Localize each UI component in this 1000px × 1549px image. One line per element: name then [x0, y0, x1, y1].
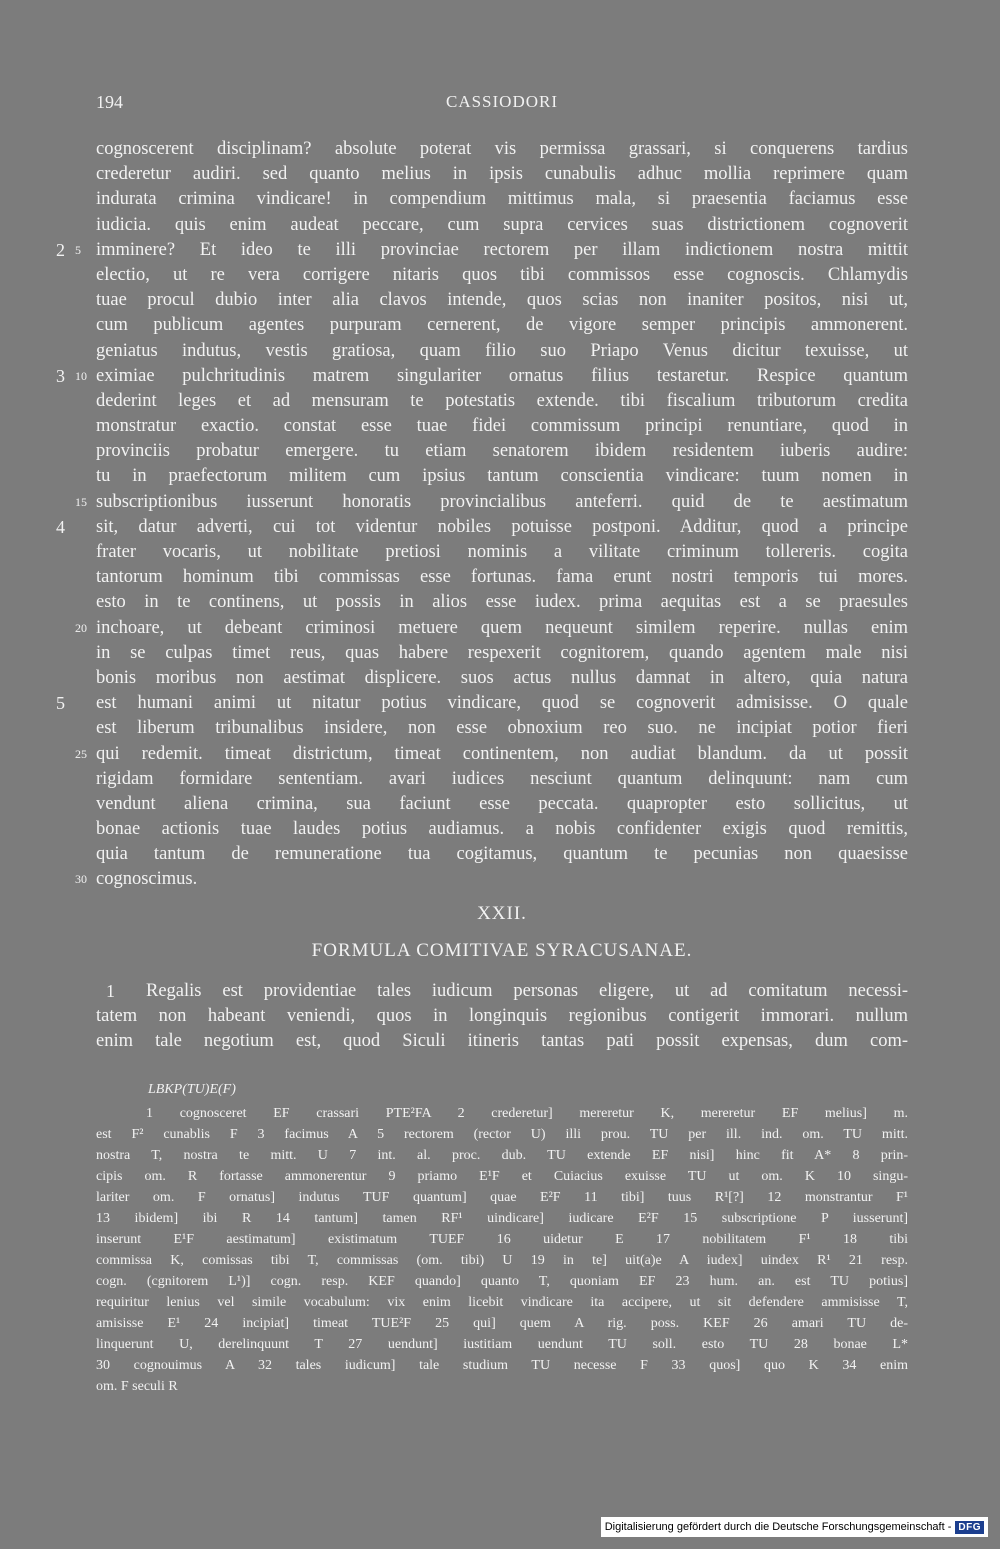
text-line: cum publicum agentes purpuram cernerent, de vigore semper principis ammonerent. — [96, 315, 908, 336]
text-line: esto in te continens, ut possis in alios esse iudex. prima aequitas est a se praesules — [96, 592, 908, 613]
text-line: monstratur exactio. constat esse tuae fidei commissum principi renuntiare, quod in — [96, 416, 908, 437]
line-number: 20 — [75, 620, 87, 635]
line-number: 25 — [75, 746, 87, 761]
apparatus-line: 1 cognosceret EF crassari PTE²FA 2 crederetur] mereretur K, mereretur EF melius] m. — [146, 1106, 908, 1121]
text-line: quia tantum de remuneratione tua cogitamus, quantum te pecunias non quaesisse — [96, 844, 908, 865]
margin-number: 5 — [56, 693, 65, 714]
text-line: tantorum hominum tibi commissas esse fortunas. fama erunt nostri temporis tui mores. — [96, 567, 908, 588]
apparatus-line: 30 cognouimus A 32 tales iudicum] tale studium TU necesse F 33 quos] quo K 34 enim — [96, 1358, 908, 1373]
text-line: provinciis probatur emergere. tu etiam senatorem ibidem residentem iuberis audire: — [96, 441, 908, 462]
section-text — [96, 979, 908, 1055]
text-line: 15 subscriptionibus iusserunt honoratis provincialibus anteferri. quid de te aestimatum — [96, 490, 908, 515]
text-line: 3 10 eximiae pulchritudinis matrem singulariter ornatus filius testaretur. Respice quantum — [96, 364, 908, 389]
text-line: frater vocaris, ut nobilitate pretiosi nominis a vilitate criminum tollereris. cogita — [96, 542, 908, 562]
text-line: iudicia. quis enim audeat peccare, cum supra cervices suas districtionem cognoverit — [96, 214, 908, 235]
margin-number: 4 — [56, 516, 65, 537]
line-number: 10 — [75, 368, 87, 383]
apparatus-line: nostra T, nostra te mitt. U 7 int. al. proc. dub. TU extende EF nisi] hinc fit A* 8 prin- — [96, 1148, 908, 1163]
text-line: cognoscerent disciplinam? absolute poterat vis permissa grassari, si conquerens tardius — [96, 139, 908, 159]
line-number: 15 — [75, 494, 87, 509]
critical-apparatus — [96, 1077, 908, 1397]
footer-text: Digitalisierung gefördert durch die Deutsche Forschungsgemeinschaft - — [604, 1521, 952, 1533]
apparatus-line: cipis om. R fortasse ammonerentur 9 priamo E¹F et Cuiacius exuisse TU ut om. K 10 singu- — [96, 1169, 908, 1184]
apparatus-line: est F² cunablis F 3 facimus A 5 rectorem (rector U) illi prou. TU per ill. ind. om. TU mitt. — [96, 1127, 908, 1142]
apparatus-line: om. F seculi R — [96, 1379, 178, 1394]
apparatus-line: requiritur lenius vel simile vocabulum: vix enim licebit vindicare ita accipere, ut sit defendere ammisisse T, — [96, 1295, 908, 1310]
text-line: vendunt aliena crimina, sua faciunt esse peccata. quapropter esto sollicitus, ut — [96, 793, 908, 814]
line-number: 30 — [75, 872, 87, 887]
text-line: geniatus indutus, vestis gratiosa, quam filio suo Priapo Venus dicitur texuisse, ut — [96, 340, 908, 361]
margin-number: 2 — [56, 239, 65, 260]
apparatus-line: amisisse E¹ 24 incipiat] timeat TUE²F 25 qui] quem A rig. poss. KEF 26 amari TU de- — [96, 1316, 908, 1331]
body-text — [56, 137, 908, 893]
apparatus-line: inserunt E¹F aestimatum] existimatum TUEF 16 uidetur E 17 nobilitatem F¹ 18 tibi — [96, 1232, 908, 1247]
text-line: indurata crimina vindicare! in compendium mittimus mala, si praesentia faciamus esse — [96, 189, 908, 210]
text-line: tu in praefectorum militem cum ipsius tantum conscientia vindicare: tuum nomen in — [96, 466, 908, 487]
text-line: enim tale negotium est, quod Siculi itineris tantas pati possit expensas, dum com- — [96, 1031, 908, 1052]
text-line: dederint leges et ad mensuram te potestatis extende. tibi fiscalium tributorum credita — [96, 390, 908, 411]
text-line: 25 qui redemit. timeat districtum, timeat continentem, non audiat blandum. da ut possit — [96, 742, 908, 767]
text-line: rigidam formidare sententiam. avari iudices nesciunt quantum delinquunt: nam cum — [96, 768, 908, 789]
text-line: est liberum tribunalibus insidere, non esse obnoxium reo suo. ne incipiat potior fieri — [96, 718, 908, 739]
funding-footer — [601, 1517, 988, 1537]
text-line: bonis moribus non aestimat displicere. suos actus nullus damnat in altero, quia natura — [96, 667, 908, 688]
margin-number: 3 — [56, 365, 65, 386]
page-header — [96, 92, 908, 118]
text-line: 20 inchoare, ut debeant criminosi metuere quem nequeunt similem reperire. nullas enim — [96, 616, 908, 641]
text-line: bonae actionis tuae laudes potius audiamus. a nobis confidenter exigis quod remittis, — [96, 819, 908, 840]
text-line: crederetur audiri. sed quanto melius in ipsis cunabulis adhuc mollia reprimere quam — [96, 164, 908, 185]
line-number: 5 — [75, 242, 81, 257]
text-line: electio, ut re vera corrigere nitaris quos tibi commissos esse cognoscis. Chlamydis — [96, 264, 908, 285]
text-line: 30 cognoscimus. — [96, 867, 908, 892]
apparatus-line: 13 ibidem] ibi R 14 tantum] tamen RF¹ uindicare] iudicare E²F 15 subscriptione P iusserunt] — [96, 1211, 908, 1226]
text-line: 5 est humani animi ut nitatur potius vindicare, quod se cognoverit admisisse. O quale — [96, 691, 908, 716]
text-line: in se culpas timet reus, quas habere respexerit cognitorem, quando agentem male nisi — [96, 642, 908, 663]
page-number: 194 — [96, 92, 123, 112]
apparatus-line: cogn. (cgnitorem L¹)] cogn. resp. KEF quando] quanto T, quoniam EF 23 hum. an. est TU potius] — [96, 1274, 908, 1289]
dfg-logo: DFG — [955, 1521, 984, 1534]
apparatus-line: linquerunt U, derelinquunt T 27 uendunt] iustitiam uendunt TU soll. esto TU 28 bonae L* — [96, 1337, 908, 1352]
apparatus-line: lariter om. F ornatus] indutus TUF quantum] quae E²F 11 tibi] tuus R¹[?] 12 monstrantur F¹ — [96, 1190, 908, 1205]
margin-number: 1 — [106, 981, 115, 1001]
apparatus-line: commissa K, comissas tibi T, commissas (om. tibi) U 19 in te] uit(a)e A iudex] uindex R¹ 21 resp. — [96, 1253, 908, 1268]
section-title: FORMULA COMITIVAE SYRACUSANAE. — [311, 940, 693, 961]
text-line: 2 5 imminere? Et ideo te illi provinciae rectorem per illam indictionem nostra mittit — [96, 238, 908, 263]
running-head: CASSIODORI — [445, 92, 559, 111]
text-line: 1 Regalis est providentiae tales iudicum personas eligere, ut ad comitatum necessi- — [96, 979, 908, 1004]
section-number: XXII. — [477, 903, 527, 924]
text-line: tuae procul dubio inter alia clavos intende, quos scias non inaniter positos, nisi ut, — [96, 290, 908, 311]
text-line: 4 sit, datur adverti, cui tot videntur nobiles potuisse postponi. Additur, quod a principe — [96, 515, 908, 540]
manuscript-sigla: LBKP(TU)E(F) — [148, 1082, 236, 1097]
text-line: tatem non habeant veniendi, quos in longinquis regionibus contigerit immorari. nullum — [96, 1006, 908, 1027]
